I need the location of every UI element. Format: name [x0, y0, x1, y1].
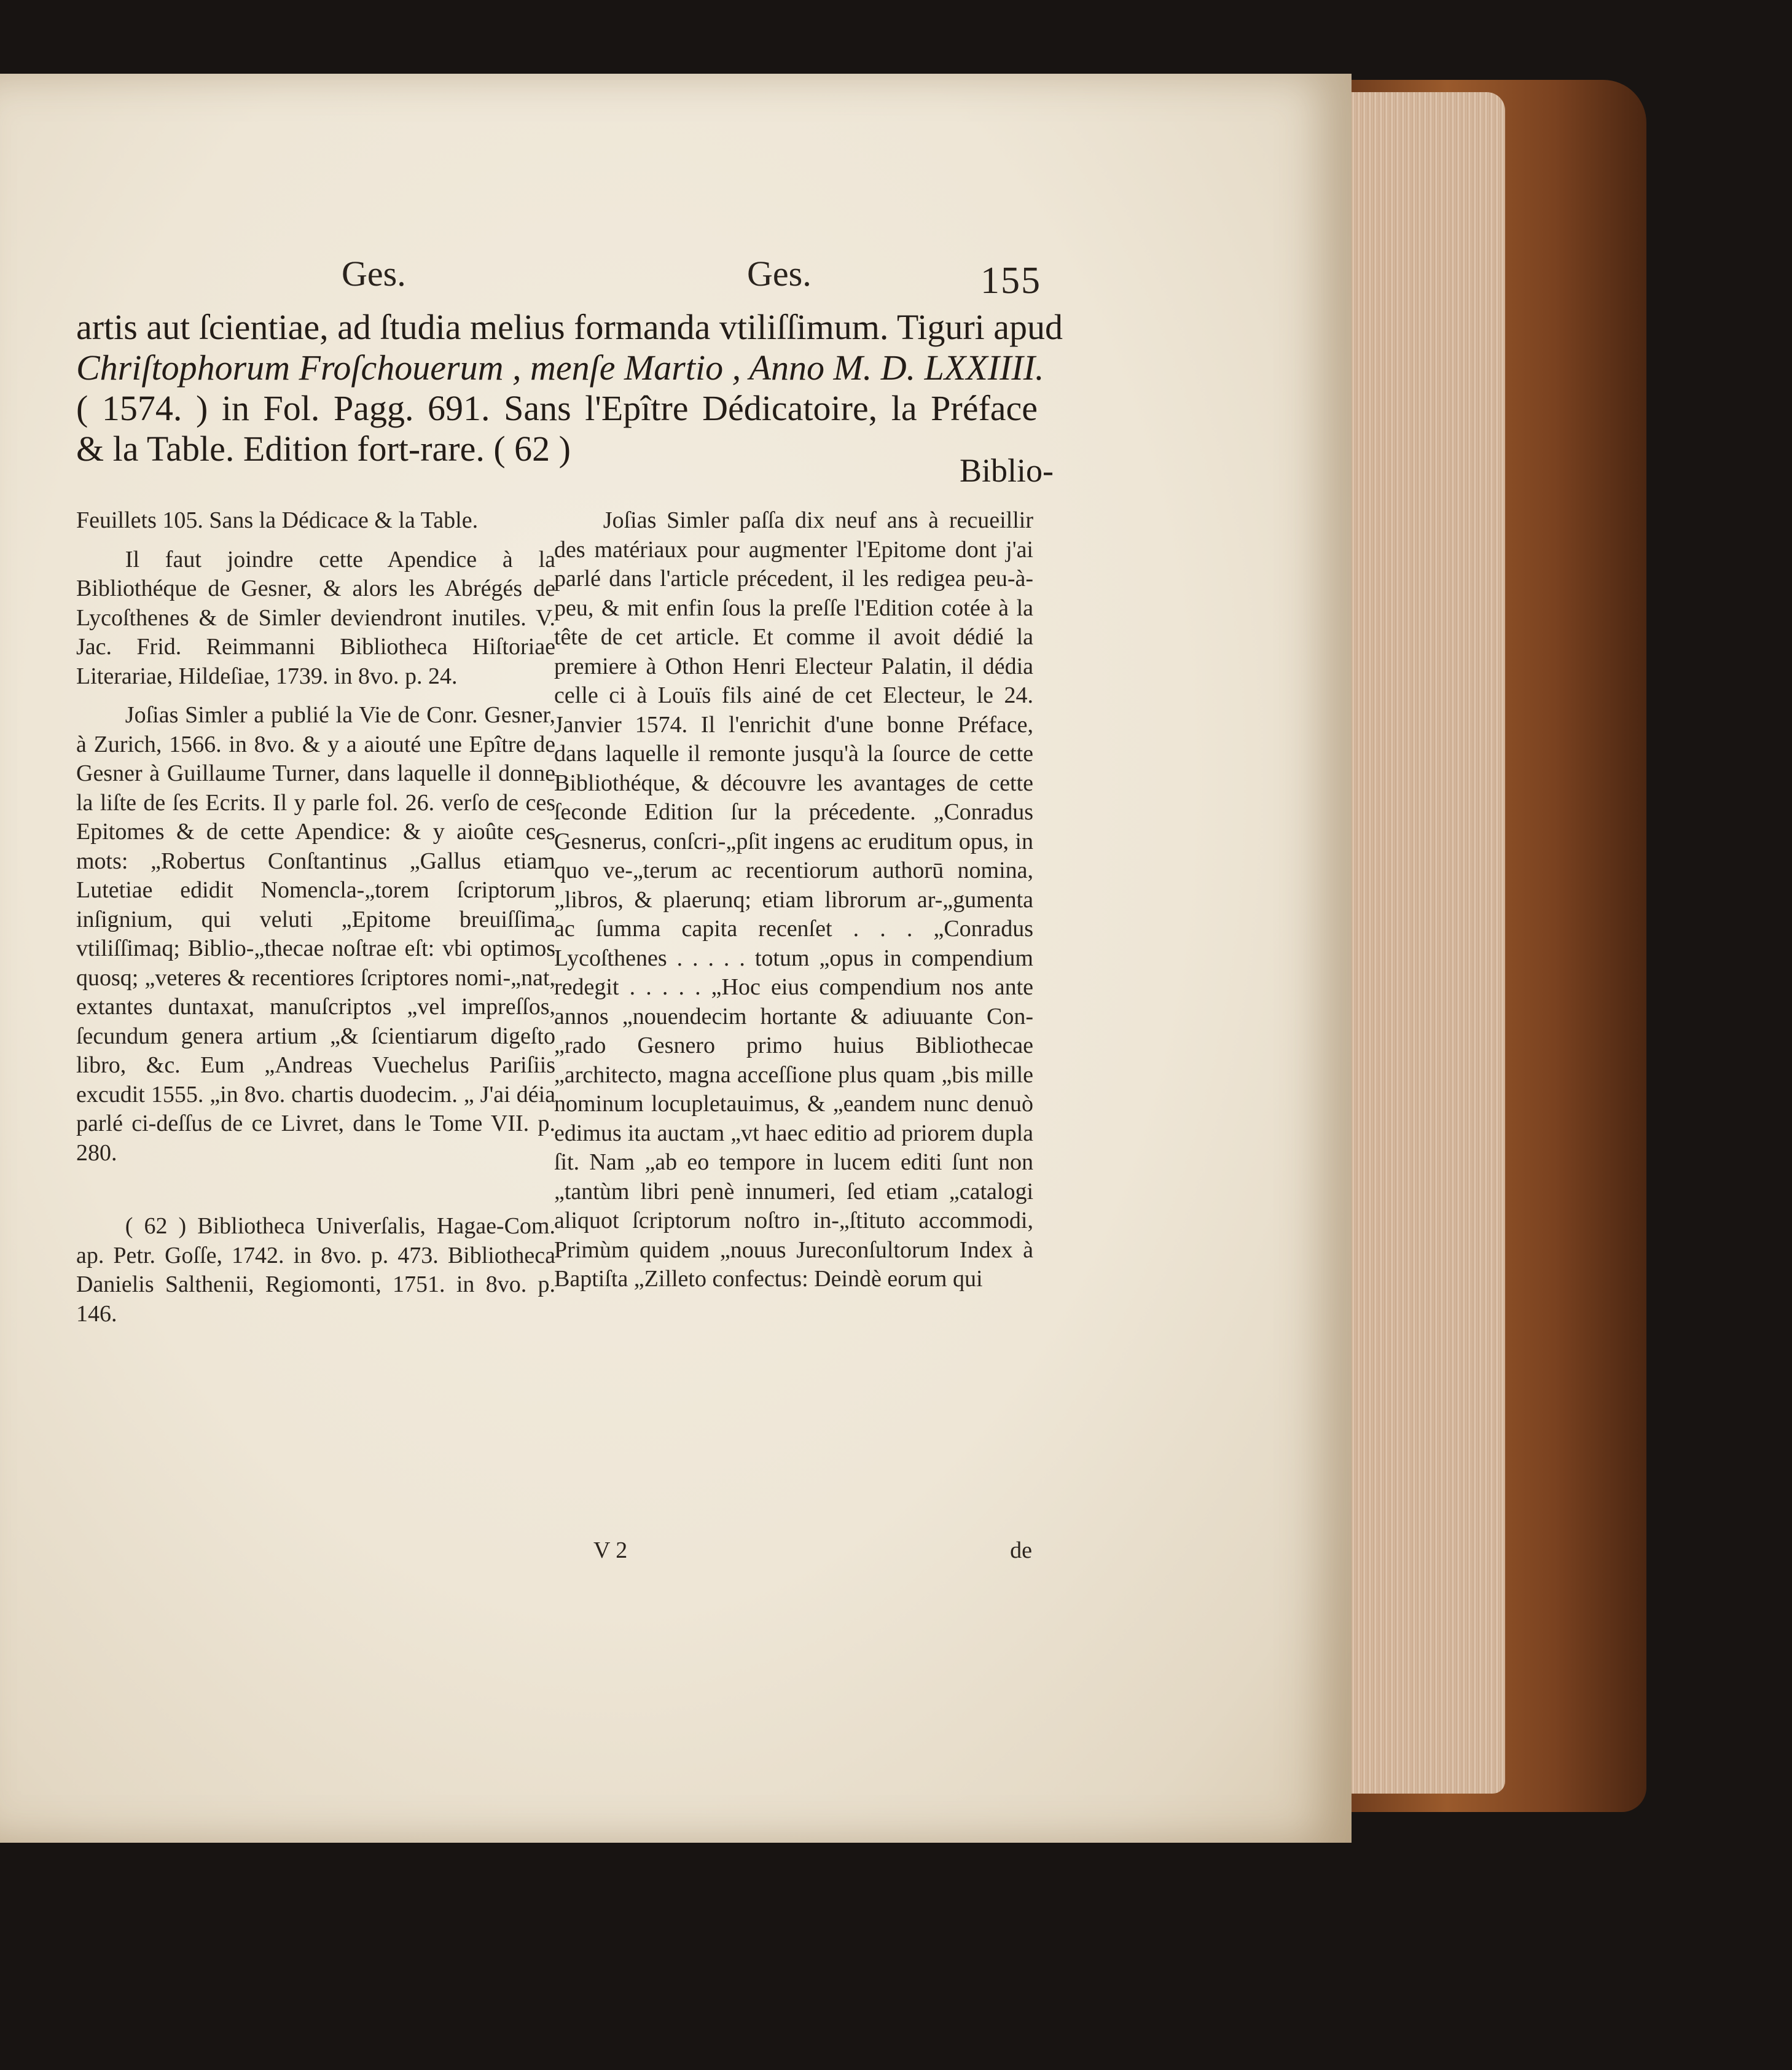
catchword-top: Biblio- — [959, 452, 1054, 489]
page-number: 155 — [980, 260, 1041, 302]
right-column — [554, 506, 1033, 1294]
running-head-center: Ges. — [747, 254, 812, 294]
left-column — [76, 506, 555, 1329]
paragraph: Joſias Simler paſſa dix neuf ans à recueillir des matériaux pour augmenter l'Epitome dont j'ai parlé dans l'article précedent, il les redigea peu-à-peu, & mit enfin ſous la preſſe l'Edition cotée à la tête de cet article. Et comme il avoit dédié la premiere à Othon Henri Electeur Palatin, il dédia celle ci à Louïs fils ainé de cet Electeur, le 24. Janvier 1574. Il l'enrichit d'une bonne Préface, dans laquelle il remonte jusqu'à la ſource de cette Bibliothéque, & découvre les avantages de cette ſeconde Edition ſur la précedente. „Conradus Gesnerus, conſcri-„pſit ingens ac eruditum opus, in quo ve-„terum ac recentiorum authorū nomina, „libros, & plaerunq; etiam librorum ar-„gumenta ac ſumma capita recenſet . . . „Conradus Lycoſthenes . . . . . totum „opus in compendium redegit . . . . . „Hoc eius compendium nos ante annos „nouendecim hortante & adiuuante Con-„rado Gesnero primo huius Bibliothecae „architecto, magna acceſſione plus quam „bis mille nominum locupletauimus, & „eandem nunc denuò edimus ita auctam „vt haec editio ad priorem dupla ſit. Nam „ab eo tempore in lucem editi ſunt non „tantùm libri penè innumeri, ſed etiam „catalogi aliquot ſcriptorum noſtro in-„ſtituto accommodi, Primùm quidem „nouus Jureconſultorum Index à Baptiſta „Zilleto confectus: Deindè eorum qui — [554, 507, 1033, 1292]
paragraph: Il faut joindre cette Apendice à la Bibliothéque de Gesner, & alors les Abrégés de Lycoſthenes & de Simler deviendront inutiles. V. Jac. Frid. Reimmanni Bibliotheca Hiſtoriae Literariae, Hildeſiae, 1739. in 8vo. p. 24. — [76, 546, 555, 689]
paragraph: Joſias Simler a publié la Vie de Conr. Gesner, à Zurich, 1566. in 8vo. & y a aiouté une Epître de Gesner à Guillaume Turner, dans laquelle il donne la liſte de ſes Ecrits. Il y parle fol. 26. verſo de ces Epitomes & de cette Apendice: & y aioûte ces mots: „Robertus Conſtantinus „Gallus etiam Lutetiae edidit Nomencla-„torem ſcriptorum inſignium, qui veluti „Epitome breuiſſima vtiliſſimaq; Biblio-„thecae noſtrae eſt: vbi optimos quosq; „veteres & recentiores ſcriptores nomi-„nat, extantes duntaxat, manuſcriptos „vel impreſſos, ſecundum genera artium „& ſcientiarum digeſto libro, &c. Eum „Andreas Vuechelus Pariſiis excudit 1555. „in 8vo. chartis duodecim. „ J'ai déia parlé ci-deſſus de ce Livret, dans le Tome VII. p. 280. — [76, 702, 555, 1166]
title-line: artis aut ſcientiae, ad ſtudia melius formanda vtiliſſimum. Tiguri apud — [76, 307, 1063, 347]
footnote: ( 62 ) Bibliotheca Univerſalis, Hagae-Com. ap. Petr. Goſſe, 1742. in 8vo. p. 473. Bibliotheca Danielis Salthenii, Regiomonti, 1751. in 8vo. p. 146. — [76, 1213, 555, 1327]
title-line: Chriſtophorum Froſchouerum , menſe Martio , Anno M. D. LXXIIII. — [76, 348, 1044, 388]
running-head-left: Ges. — [342, 254, 406, 294]
paragraph: Feuillets 105. Sans la Dédicace & la Table. — [76, 507, 479, 533]
signature-mark: V 2 — [593, 1537, 628, 1563]
page-edges — [1333, 92, 1505, 1794]
catchword-bottom: de — [1010, 1537, 1032, 1563]
title-continuation — [76, 307, 1063, 469]
title-line: ( 1574. ) in Fol. Pagg. 691. Sans l'Epître Dédicatoire, la Préface — [76, 388, 1038, 428]
title-line: & la Table. Edition fort-rare. ( 62 ) — [76, 429, 571, 469]
